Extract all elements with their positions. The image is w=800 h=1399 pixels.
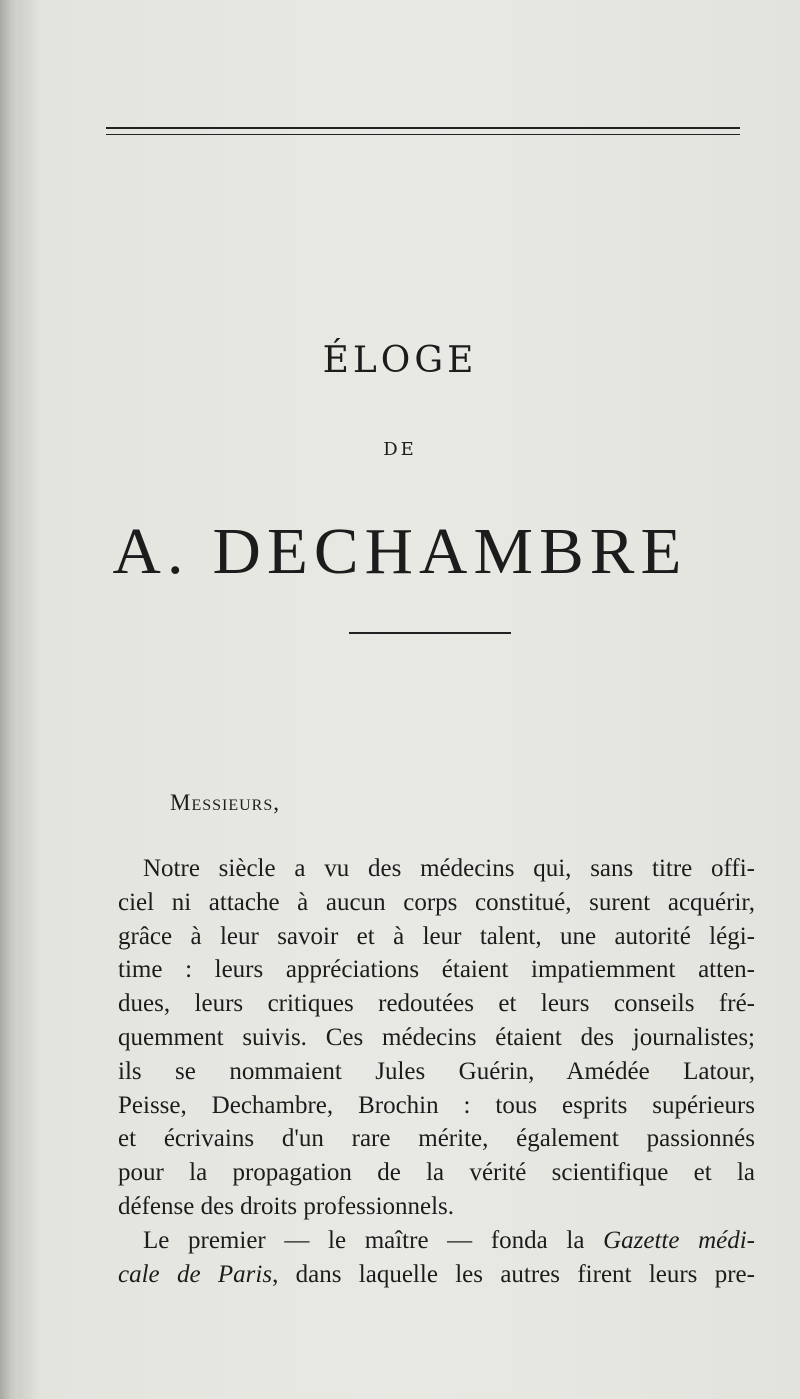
title-connector: DE <box>383 439 417 460</box>
text-line: time : leurs appréciations étaient impatiemment atten- <box>118 956 755 984</box>
text-line: grâce à leur savoir et à leur talent, une autorité légi- <box>118 922 755 950</box>
text-line: et écrivains d'un rare mérite, également passionnés <box>118 1125 755 1153</box>
text-line: pour la propagation de la vérité scientifique et la <box>118 1159 755 1187</box>
text-line: ils se nommaient Jules Guérin, Amédée Latour, <box>118 1057 755 1085</box>
page-title: ÉLOGE <box>322 340 478 381</box>
body-text <box>118 852 755 1291</box>
text-line: ciel ni attache à aucun corps constitué, surent acquérir, <box>118 888 755 916</box>
text-line: Notre siècle a vu des médecins qui, sans titre offi- <box>143 855 755 882</box>
text-segment: Le premier — le maître — fonda la <box>143 1226 604 1254</box>
header-double-rule <box>106 127 740 135</box>
text-line <box>118 1224 755 1258</box>
book-spine-shadow <box>0 0 18 1399</box>
text-line: quemment suivis. Ces médecins étaient des journalistes; <box>118 1023 755 1051</box>
journal-title-part: Gazette médi- <box>603 1226 755 1254</box>
text-line: défense des droits professionnels. <box>118 1192 455 1220</box>
journal-title-part: cale de Paris <box>118 1260 273 1288</box>
text-segment: , dans laquelle les autres firent leurs pre- <box>272 1260 755 1288</box>
title-underline-rule <box>349 632 511 634</box>
text-line <box>118 1258 755 1292</box>
text-line: Peisse, Dechambre, Brochin : tous esprits supérieurs <box>118 1091 755 1119</box>
subject-name: A. DECHAMBRE <box>112 515 688 588</box>
salutation: Messieurs, <box>170 790 280 815</box>
text-line: dues, leurs critiques redoutées et leurs conseils fré- <box>118 990 755 1018</box>
